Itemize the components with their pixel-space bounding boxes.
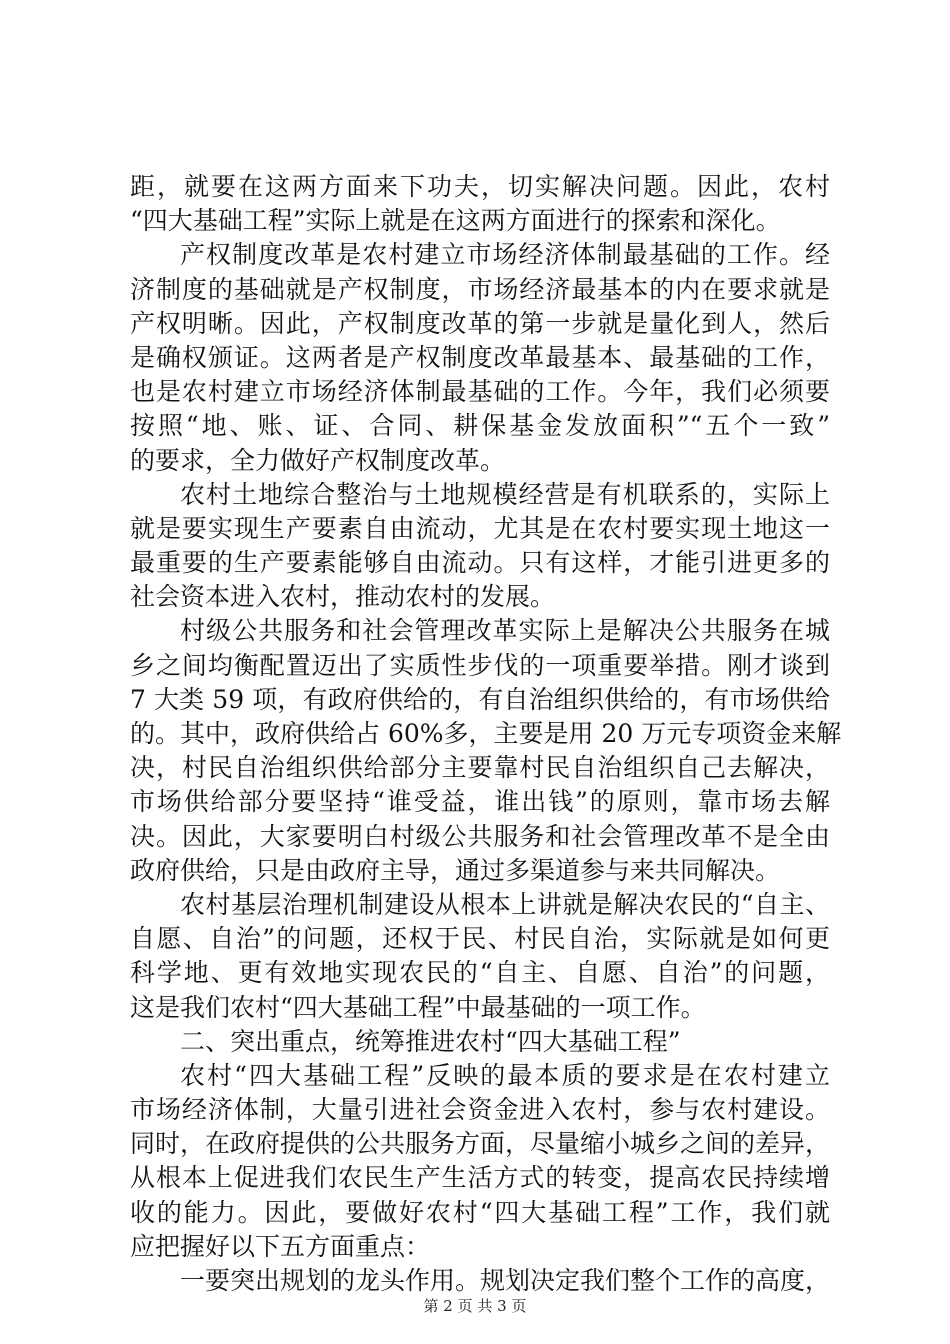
text-line: 政府供给，只是由政府主导，通过多渠道参与来共同解决。 (130, 855, 781, 885)
text-line: 决。因此，大家要明白村级公共服务和社会管理改革不是全由 (130, 821, 830, 851)
paragraph-first-line: 产权制度改革是农村建立市场经济体制最基础的工作。经 (180, 240, 830, 270)
text-line: 市场供给部分要坚持“谁受益，谁出钱”的原则，靠市场去解 (130, 787, 830, 817)
paragraph-first-line: 一要突出规划的龙头作用。规划决定我们整个工作的高度， (180, 1266, 831, 1295)
text-line: 最重要的生产要素能够自由流动。只有这样，才能引进更多的 (130, 548, 830, 578)
text-line: 同时，在政府提供的公共服务方面，尽量缩小城乡之间的差异， (130, 1129, 831, 1159)
text-line: 的要求，全力做好产权制度改革。 (130, 445, 506, 475)
text-line: “四大基础工程”实际上就是在这两方面进行的探索和深化。 (130, 206, 781, 236)
text-line: 科学地、更有效地实现农民的“自主、自愿、自治”的问题， (130, 958, 830, 988)
text-line: 收的能力。因此，要做好农村“四大基础工程”工作，我们就 (130, 1197, 830, 1227)
paragraph-first-line: 村级公共服务和社会管理改革实际上是解决公共服务在城 (180, 616, 830, 646)
text-line: 济制度的基础就是产权制度，市场经济最基本的内在要求就是 (130, 274, 830, 304)
text-line: 也是农村建立市场经济体制最基础的工作。今年，我们必须要 (130, 377, 830, 407)
text-line: 应把握好以下五方面重点： (130, 1231, 431, 1261)
text-line: 决，村民自治组织供给部分主要靠村民自治组织自己去解决， (130, 753, 830, 783)
paragraph-first-line: 农村基层治理机制建设从根本上讲就是解决农民的“自主、 (180, 889, 830, 919)
text-line: 7 大类 59 项，有政府供给的，有自治组织供给的，有市场供给 (130, 684, 830, 714)
text-line: 这是我们农村“四大基础工程”中最基础的一项工作。 (130, 992, 706, 1022)
text-line: 自愿、自治”的问题，还权于民、村民自治，实际就是如何更 (130, 924, 830, 954)
text-line: 乡之间均衡配置迈出了实质性步伐的一项重要举措。刚才谈到 (130, 650, 830, 680)
text-line: 产权明晰。因此，产权制度改革的第一步就是量化到人，然后 (130, 308, 830, 338)
text-line: 按照“地、账、证、合同、耕保基金发放面积”“五个一致” (130, 411, 830, 441)
text-line: 社会资本进入农村，推动农村的发展。 (130, 582, 556, 612)
paragraph-first-line: 二、突出重点，统筹推进农村“四大基础工程” (180, 1026, 681, 1056)
text-line: 是确权颁证。这两者是产权制度改革最基本、最基础的工作， (130, 342, 830, 372)
paragraph-first-line: 农村土地综合整治与土地规模经营是有机联系的，实际上 (180, 479, 830, 509)
document-body (130, 170, 842, 1298)
text-line: 的。其中，政府供给占 60%多，主要是用 20 万元专项资金来解 (130, 719, 842, 748)
paragraph-first-line: 农村“四大基础工程”反映的最本质的要求是在农村建立 (180, 1060, 830, 1090)
text-line: 距，就要在这两方面来下功夫，切实解决问题。因此，农村 (130, 172, 830, 201)
text-line: 就是要实现生产要素自由流动，尤其是在农村要实现土地这一 (130, 513, 830, 543)
text-line: 从根本上促进我们农民生产生活方式的转变，提高农民持续增 (130, 1163, 830, 1193)
text-line: 市场经济体制，大量引进社会资金进入农村，参与农村建设。 (130, 1095, 830, 1125)
page-footer: 第 2 页 共 3 页 (423, 1297, 527, 1315)
